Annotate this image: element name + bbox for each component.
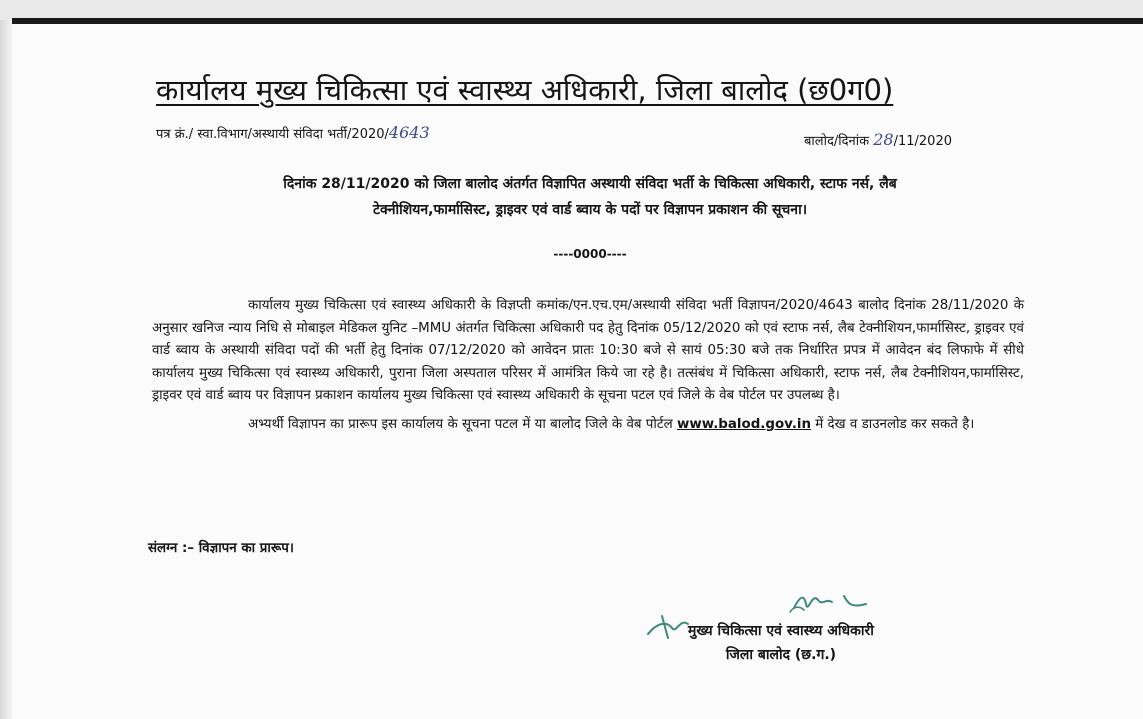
signatory-title: मुख्य चिकित्सा एवं स्वास्थ्य अधिकारी [688,623,874,639]
scan-top-edge [12,18,1143,24]
reference-number: 4643 [388,123,430,142]
subject-line-1: दिनांक 28/11/2020 को जिला बालोद अंतर्गत विज्ञापित अस्थायी संविदा भर्ती के चिकित्सा अधिकारी, स्टाफ नर्स, लैब [283,176,897,192]
letter-body [152,295,1024,437]
office-heading: कार्यालय मुख्य चिकित्सा एवं स्वास्थ्य अधिकारी, जिला बालोद (छ0ग0) [156,73,894,107]
paragraph-2-start: अभ्यर्थी विज्ञापन का प्रारूप इस कार्यालय के सूचना पटल में या बालोद जिले के वेब पोर्टल [248,416,673,432]
signatory-block [688,619,874,667]
date-day: 28 [873,130,894,149]
website-link[interactable]: www.balod.gov.in [676,416,812,432]
signatory-district: जिला बालोद (छ.ग.) [725,647,837,663]
date-prefix: बालोद/दिनांक [804,134,870,149]
subject-line [170,171,1010,223]
body-paragraph-1: कार्यालय मुख्य चिकित्सा एवं स्वास्थ्य अधिकारी के विज्ञप्ती कमांक/एन.एच.एम/अस्थायी संविदा भर्ती विज्ञापन/2020/4643 बालोद दिनांक 28/11/2020 के अनुसार खनिज न्याय निधि से मोबाइल मेडिकल युनिट –MMU अंतर्गत चिकित्सा अधिकारी पद हेतु दिनांक 05/12/2020 को एवं स्टाफ नर्स, लैब टेक्नीशियन,फार्मासिस्ट, ड्राइवर एवं वार्ड ब्वाय के अस्थायी संविदा पदों की भर्ती हेतु दिनांक 07/12/2020 को आवेदन प्रातः 10:30 बजे से सायं 05:30 बजे तक निर्धारित प्रपत्र में आवेदन बंद लिफाफे में सीधे कार्यालय मुख्य चिकित्सा एवं स्वास्थ्य अधिकारी, पुराना जिला अस्पताल परिसर में आमंत्रित किये जा रहे है। तत्संबंध में चिकित्सा अधिकारी, स्टाफ नर्स, लैब टेक्नीशियन,फार्मासिस्ट, ड्राइवर एवं वार्ड ब्वाय पर विज्ञापन प्रकाशन कार्यालय मुख्य चिकित्सा एवं स्वास्थ्य अधिकारी के सूचना पटल एवं जिले के वेब पोर्टल पर उपलब्ध है। [152,298,1024,404]
enclosure-note: संलग्न :– विज्ञापन का प्रारूप। [148,541,294,556]
scan-left-edge [0,20,12,719]
subject-line-2: टेक्नीशियन,फार्मासिस्ट, ड्राइवर एवं वार्ड ब्वाय के पदों पर विज्ञापन प्रकाशन की सूचना। [372,202,808,218]
date-rest: /11/2020 [893,134,952,149]
letter-reference [156,123,430,142]
letter-date [804,130,952,149]
body-paragraph-2 [152,414,1024,437]
paragraph-2-end: में देख व डाउनलोड कर सकते है। [815,416,975,432]
reference-prefix: पत्र क्रं./ स्वा.विभाग/अस्थायी संविदा भर्ती/2020/ [156,127,389,142]
section-divider: ----0000---- [553,247,627,261]
